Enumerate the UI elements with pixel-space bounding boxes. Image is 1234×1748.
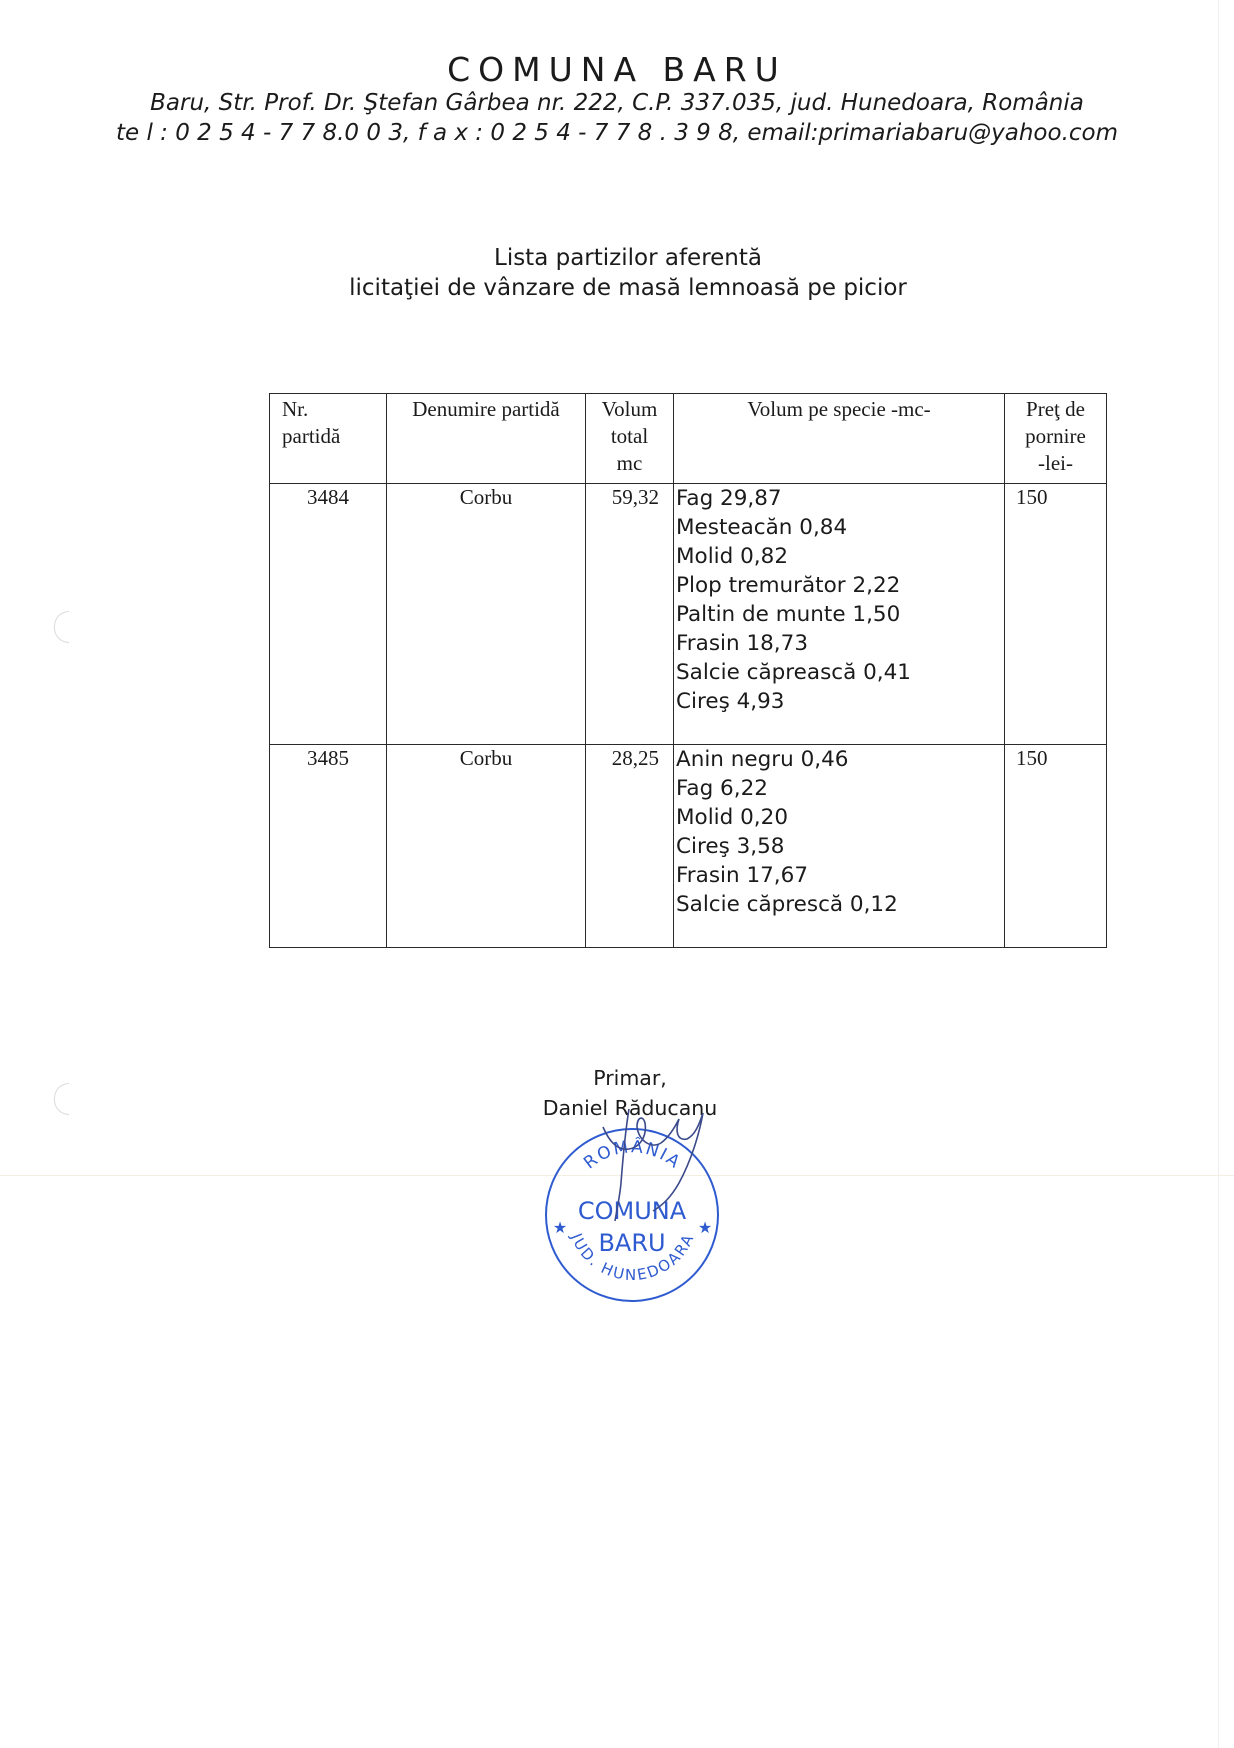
species-line: Anin negru 0,46 [676, 747, 849, 772]
species-line: Cireş 3,58 [676, 834, 785, 859]
species-line: Salcie căprescă 0,12 [676, 892, 898, 917]
species-line: Salcie căprească 0,41 [676, 660, 911, 685]
species-line: Paltin de munte 1,50 [676, 602, 901, 627]
starting-price-cell: 150 [1005, 745, 1107, 948]
organization-address: Baru, Str. Prof. Dr. Ştefan Gârbea nr. 222, C.P. 337.035, jud. Hunedoara, România [150, 90, 1084, 116]
species-line: Plop tremurător 2,22 [676, 573, 901, 598]
species-volume-cell [674, 484, 1005, 745]
lot-name-cell: Corbu [387, 484, 586, 745]
lots-table [269, 393, 1107, 948]
table-row [270, 745, 1107, 948]
species-volume-cell [674, 745, 1005, 948]
species-line: Fag 6,22 [676, 776, 768, 801]
table-row [270, 484, 1107, 745]
document-title-line-1: Lista partizilor aferentă [494, 245, 762, 271]
lot-number-cell: 3485 [270, 745, 387, 948]
header-lot-name: Denumire partidă [387, 394, 586, 484]
organization-name: COMUNA BARU [447, 50, 787, 89]
header-total-volume: Volum total mc [586, 394, 674, 484]
header-lot-number: Nr. partidă [270, 394, 387, 484]
header-starting-price: Preţ de pornire -lei- [1005, 394, 1107, 484]
table-header-row [270, 394, 1107, 484]
stamp-center-line-1: COMUNA [577, 1197, 687, 1225]
header-species-volume: Volum pe specie -mc- [674, 394, 1005, 484]
species-line: Fag 29,87 [676, 486, 782, 511]
species-line: Molid 0,82 [676, 544, 789, 569]
species-line: Cireş 4,93 [676, 689, 785, 714]
starting-price-cell: 150 [1005, 484, 1107, 745]
species-line: Frasin 18,73 [676, 631, 809, 656]
species-line: Frasin 17,67 [676, 863, 809, 888]
document-title-line-2: licitaţiei de vânzare de masă lemnoasă pe picior [349, 275, 907, 301]
species-line: Molid 0,20 [676, 805, 789, 830]
lot-number-cell: 3484 [270, 484, 387, 745]
species-line: Mesteacăn 0,84 [676, 515, 848, 540]
total-volume-cell: 28,25 [586, 745, 674, 948]
stamp-bottom-text: JUD. HUNEDOARA [567, 1230, 698, 1285]
star-icon: ★ [697, 1218, 713, 1237]
star-icon: ★ [552, 1218, 568, 1237]
total-volume-cell: 59,32 [586, 484, 674, 745]
handwritten-signature [595, 1105, 725, 1225]
punch-hole-mark [54, 611, 69, 643]
stamp-center-line-2: BARU [598, 1229, 666, 1257]
stamp-top-text: ROMÂNIA [580, 1137, 685, 1174]
punch-hole-mark [54, 1083, 69, 1115]
lot-name-cell: Corbu [387, 745, 586, 948]
signatory-role: Primar, [593, 1066, 667, 1090]
signatory-name: Daniel Răducanu [542, 1096, 718, 1120]
document-title [0, 243, 1234, 303]
organization-contact: te l : 0 2 5 4 - 7 7 8.0 0 3, f a x : 0 2 5 4 - 7 7 8 . 3 9 8, email:primariabaru@yahoo.com [115, 120, 1119, 146]
